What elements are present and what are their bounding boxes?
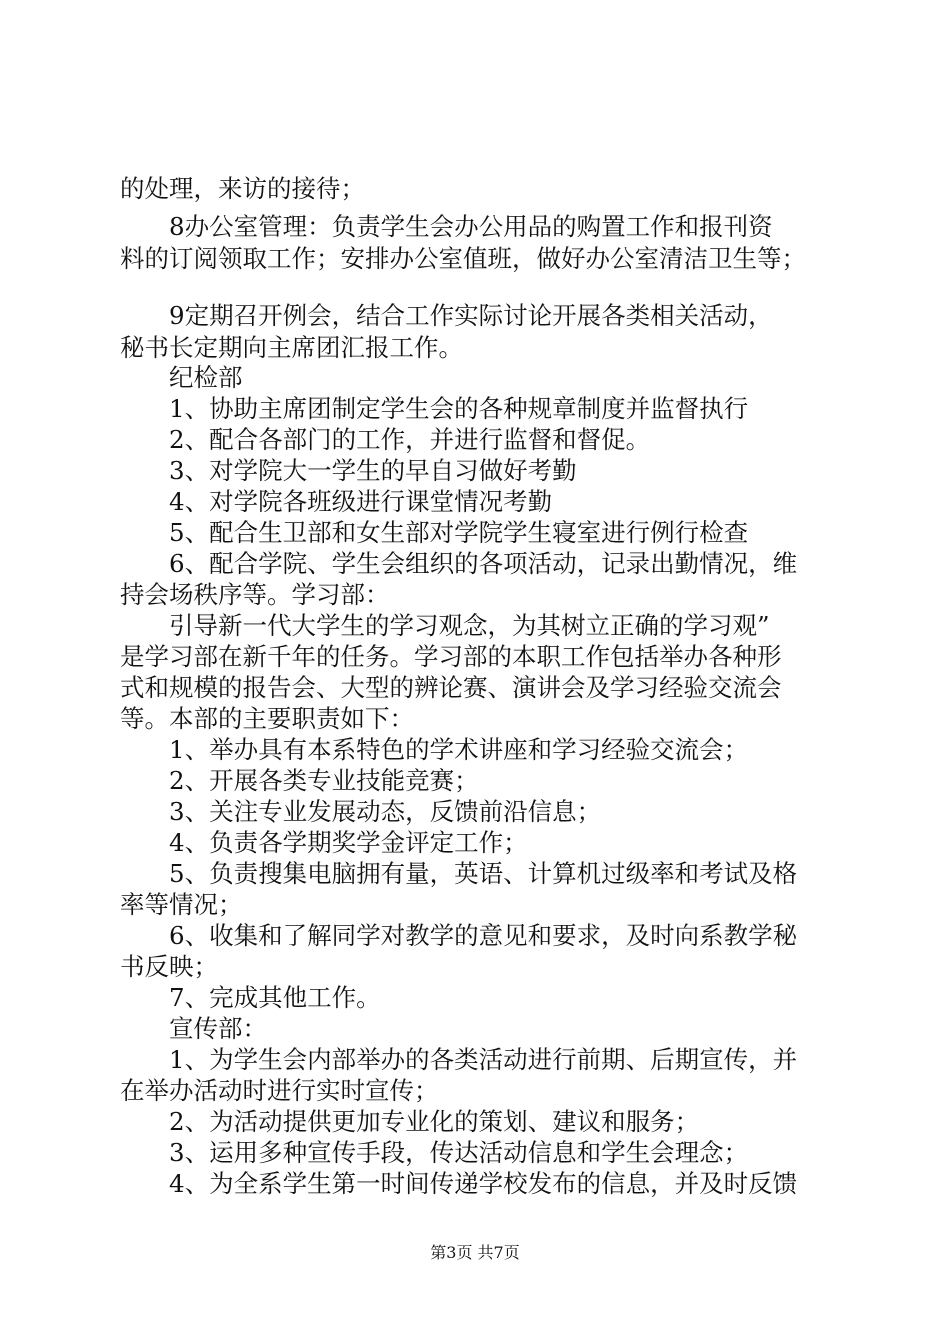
list-item: 3、运用多种宣传手段，传达活动信息和学生会理念； — [120, 1138, 749, 1167]
list-item: 3、关注专业发展动态，反馈前沿信息； — [120, 797, 602, 826]
list-item: 4、为全系学生第一时间传递学校发布的信息，并及时反馈 — [120, 1169, 798, 1198]
list-item: 5、配合生卫部和女生部对学院学生寝室进行例行检查 — [120, 518, 749, 547]
text-line: 率等情况； — [120, 890, 243, 919]
text-line: 8办公室管理：负责学生会办公用品的购置工作和报刊资 — [120, 212, 773, 241]
list-item: 2、为活动提供更加专业化的策划、建议和服务； — [120, 1107, 700, 1136]
list-item: 1、举办具有本系特色的学术讲座和学习经验交流会； — [120, 735, 749, 764]
text-line: 式和规模的报告会、大型的辨论赛、演讲会及学习经验交流会 — [120, 673, 782, 702]
list-item: 7、完成其他工作。 — [120, 983, 381, 1012]
text-line: 秘书长定期向主席团汇报工作。 — [120, 333, 463, 362]
list-item: 5、负责搜集电脑拥有量，英语、计算机过级率和考试及格 — [120, 859, 798, 888]
text-line: 料的订阅领取工作；安排办公室值班，做好办公室清洁卫生等； — [120, 244, 806, 273]
list-item: 1、为学生会内部举办的各类活动进行前期、后期宣传，并 — [120, 1045, 798, 1074]
list-item: 4、负责各学期奖学金评定工作； — [120, 828, 528, 857]
text-line: 在举办活动时进行实时宣传； — [120, 1076, 439, 1105]
section-heading: 宣传部： — [120, 1014, 267, 1043]
section-heading: 纪检部 — [120, 363, 243, 392]
text-line: 书反映； — [120, 952, 218, 981]
list-item: 4、对学院各班级进行课堂情况考勤 — [120, 487, 553, 516]
text-line: 持会场秩序等。学习部： — [120, 580, 390, 609]
text-line: 引导新一代大学生的学习观念，为其树立正确的学习观” — [120, 611, 770, 640]
list-item: 1、协助主席团制定学生会的各种规章制度并监督执行 — [120, 394, 749, 423]
text-line: 等。本部的主要职责如下： — [120, 704, 414, 733]
text-line: 的处理，来访的接待； — [120, 174, 365, 203]
text-line: 是学习部在新千年的任务。学习部的本职工作包括举办各种形 — [120, 642, 782, 671]
list-item: 2、开展各类专业技能竞赛； — [120, 766, 479, 795]
list-item: 6、配合学院、学生会组织的各项活动，记录出勤情况，维 — [120, 549, 798, 578]
text-line: 9定期召开例会，结合工作实际讨论开展各类相关活动， — [120, 301, 773, 330]
page-number-footer: 第3页 共7页 — [430, 1243, 520, 1262]
list-item: 2、配合各部门的工作，并进行监督和督促。 — [120, 425, 651, 454]
list-item: 3、对学院大一学生的早自习做好考勤 — [120, 456, 577, 485]
list-item: 6、收集和了解同学对教学的意见和要求，及时向系教学秘 — [120, 921, 798, 950]
